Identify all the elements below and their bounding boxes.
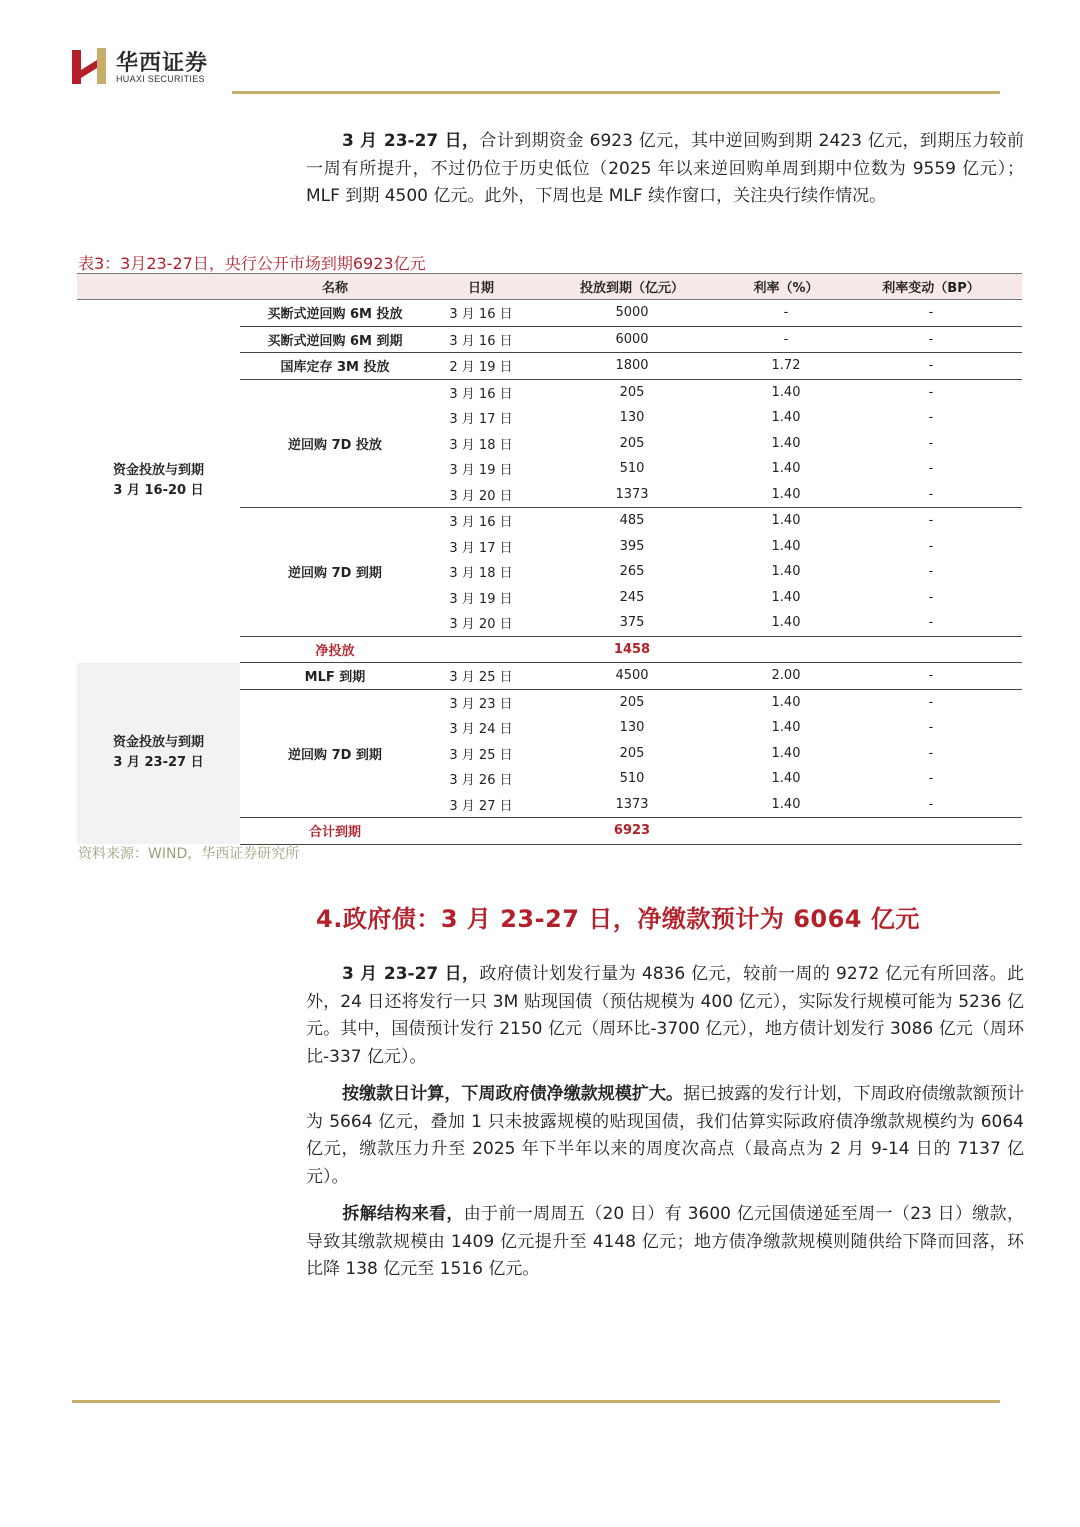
row-amount: 205 [532, 379, 732, 405]
row-rate: 1.40 [771, 771, 801, 787]
col-header-name: 名称 [240, 274, 430, 300]
header-divider [232, 91, 1000, 94]
row-name: 买断式逆回购 6M 到期 [240, 326, 430, 353]
row-amount: 205 [619, 435, 645, 451]
row-amount: 375 [619, 615, 645, 631]
section4-paragraph-3 [306, 1201, 1024, 1284]
row-rate: 1.40 [771, 410, 801, 426]
row-date: 3 月 25 日 [449, 747, 513, 763]
row-rate: 1.40 [771, 745, 801, 761]
row-name: 买断式逆回购 6M 投放 [267, 307, 403, 323]
row-amount: 6000 [532, 326, 732, 353]
row-change: - [928, 615, 934, 631]
section-title: 4.政府债：3 月 23-27 日，净缴款预计为 6064 亿元 [316, 905, 920, 933]
row-amount: 510 [619, 461, 645, 477]
brand-logo [70, 46, 230, 90]
row-name: MLF 到期 [304, 670, 366, 686]
row-date: 3 月 17 日 [449, 540, 513, 556]
row-name: 国库定存 3M 投放 [240, 353, 430, 380]
row-change: - [840, 508, 1022, 534]
row-change: - [928, 486, 934, 502]
intro-text: 合计到期资金 6923 亿元，其中逆回购到期 2423 亿元，到期压力较前一周有所提升，不过仍位于历史低位（2025 年以来逆回购单周到期中位数为 9559 亿元）；MLF 到期 4500 亿元。此外，下周也是 MLF 续作窗口，关注央行续作情况。 [306, 131, 1024, 206]
col-header-rate: 利率（%） [732, 274, 840, 300]
row-amount: 485 [532, 508, 732, 534]
brand-name-en: HUAXI SECURITIES [116, 74, 205, 84]
row-date: 3 月 17 日 [449, 412, 513, 428]
row-change: - [928, 720, 934, 736]
row-rate: 1.40 [771, 435, 801, 451]
row-date: 3 月 20 日 [449, 488, 513, 504]
row-name: 逆回购 7D 投放 [240, 379, 430, 508]
row-rate: 1.40 [771, 589, 801, 605]
huaxi-logo-icon [70, 46, 108, 86]
row-date: 3 月 26 日 [449, 773, 513, 789]
table-source: 资料来源：WIND，华西证券研究所 [78, 846, 300, 862]
row-amount: 130 [619, 720, 645, 736]
p3-text: 由于前一周周五（20 日）有 3600 亿元国债递延至周一（23 日）缴款，导致其缴款规模由 1409 亿元提升至 4148 亿元；地方债净缴款规模则随供给下降而回落，环比降 138 亿元至 1516 亿元。 [306, 1204, 1024, 1279]
row-date: 3 月 16 日 [449, 307, 513, 323]
row-change: - [928, 668, 934, 684]
footer-divider [72, 1400, 1000, 1403]
row-date: 3 月 18 日 [449, 566, 513, 582]
p1-lead: 3 月 23-27 日， [342, 964, 480, 984]
row-amount: 395 [619, 538, 645, 554]
intro-lead: 3 月 23-27 日， [342, 131, 480, 151]
group-label-week1 [77, 300, 240, 663]
row-date: 2 月 19 日 [430, 353, 532, 380]
row-rate: 1.72 [732, 353, 840, 380]
row-amount: 245 [619, 589, 645, 605]
row-amount: 130 [619, 410, 645, 426]
row-amount: 5000 [615, 305, 649, 321]
table-header-row [77, 274, 1022, 300]
row-amount: 265 [619, 564, 645, 580]
col-header-amount: 投放到期（亿元） [532, 274, 732, 300]
row-rate: 1.40 [732, 689, 840, 715]
row-date: 3 月 20 日 [449, 617, 513, 633]
row-rate: 1.40 [732, 508, 840, 534]
row-change: - [928, 435, 934, 451]
row-rate: 1.40 [771, 615, 801, 631]
row-date: 3 月 16 日 [430, 326, 532, 353]
row-name: 逆回购 7D 到期 [240, 689, 430, 818]
row-amount: 510 [619, 771, 645, 787]
row-change: - [928, 410, 934, 426]
col-header-date: 日期 [430, 274, 532, 300]
p2-text: 据已披露的发行计划，下周政府债缴款额预计为 5664 亿元，叠加 1 只未披露规模的贴现国债，我们估算实际政府债净缴款规模约为 6064 亿元，缴款压力升至 2025 年下半年以来的周度次高点（最高点为 2 月 9-14 日的 7137 亿元）。 [306, 1084, 1025, 1187]
row-date: 3 月 24 日 [449, 722, 513, 738]
row-change: - [840, 379, 1022, 405]
table-title: 表3：3月23-27日，央行公开市场到期6923亿元 [78, 254, 426, 273]
total-value: 6923 [532, 818, 732, 845]
row-amount: 205 [619, 745, 645, 761]
row-change: - [840, 353, 1022, 380]
row-rate: 2.00 [771, 668, 801, 684]
row-change: - [928, 771, 934, 787]
row-date: 3 月 16 日 [430, 508, 532, 534]
row-date: 3 月 27 日 [449, 798, 513, 814]
row-rate: 1.40 [732, 379, 840, 405]
row-change: - [840, 326, 1022, 353]
table-row [77, 300, 1022, 327]
row-rate: 1.40 [771, 796, 801, 812]
row-rate: - [732, 326, 840, 353]
col-header-rate-change: 利率变动（BP） [840, 274, 1022, 300]
group1-text: 资金投放与到期 3 月 16-20 日 [112, 463, 204, 499]
row-change: - [928, 461, 934, 477]
p3-lead: 拆解结构来看， [342, 1204, 464, 1224]
row-change: - [840, 689, 1022, 715]
row-date: 3 月 16 日 [430, 379, 532, 405]
row-change: - [928, 538, 934, 554]
row-date: 3 月 25 日 [449, 670, 513, 686]
row-change: - [928, 796, 934, 812]
row-rate: 1.40 [771, 461, 801, 477]
row-change: - [928, 745, 934, 761]
p2-lead: 按缴款日计算，下周政府债净缴款规模扩大。 [342, 1084, 684, 1104]
brand-name-cn: 华西证券 [116, 51, 209, 76]
open-market-table [77, 273, 1022, 845]
intro-paragraph [306, 128, 1024, 211]
row-amount: 1373 [615, 796, 649, 812]
net-label: 净投放 [240, 636, 430, 663]
row-change: - [928, 564, 934, 580]
group2-text: 资金投放与到期 3 月 23-27 日 [112, 735, 204, 771]
row-amount: 4500 [615, 668, 649, 684]
group-label-week2 [77, 663, 240, 845]
section4-paragraph-1 [306, 961, 1024, 1071]
row-amount: 1800 [532, 353, 732, 380]
row-date: 3 月 23 日 [430, 689, 532, 715]
row-rate: 1.40 [771, 720, 801, 736]
row-date: 3 月 19 日 [449, 591, 513, 607]
row-rate: 1.40 [771, 486, 801, 502]
row-change: - [928, 589, 934, 605]
p1-text: 政府债计划发行量为 4836 亿元，较前一周的 9272 亿元有所回落。此外，24 日还将发行一只 3M 贴现国债（预估规模为 400 亿元），实际发行规模可能为 5236 亿元。其中，国债预计发行 2150 亿元（周环比-3700 亿元），地方债计划发行 3086 亿元（周环比-337 亿元）。 [306, 964, 1024, 1067]
row-name: 逆回购 7D 到期 [240, 508, 430, 637]
row-date: 3 月 19 日 [449, 463, 513, 479]
row-change: - [928, 305, 934, 321]
net-value: 1458 [532, 636, 732, 663]
row-amount: 1373 [615, 486, 649, 502]
row-rate: 1.40 [771, 564, 801, 580]
row-date: 3 月 18 日 [449, 437, 513, 453]
row-amount: 205 [532, 689, 732, 715]
section4-paragraph-2 [306, 1081, 1024, 1191]
total-label: 合计到期 [240, 818, 430, 845]
table-row [77, 663, 1022, 690]
row-rate: - [783, 305, 789, 321]
row-rate: 1.40 [771, 538, 801, 554]
